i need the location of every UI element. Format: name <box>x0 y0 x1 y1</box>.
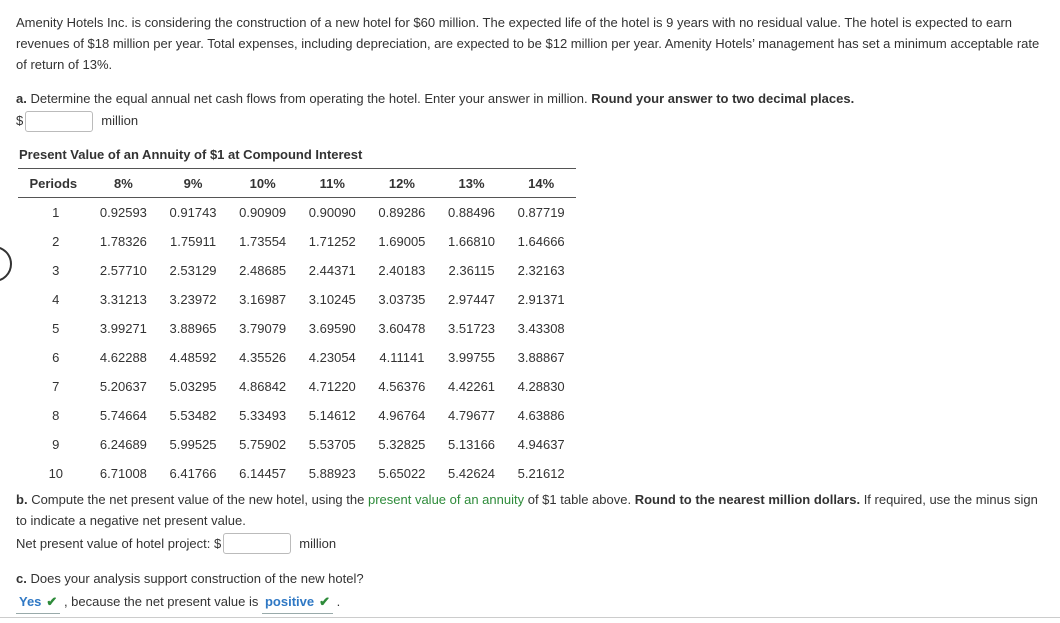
table-row <box>18 401 576 430</box>
pv-factor-cell: 6.14457 <box>239 466 287 481</box>
header-periods: Periods <box>29 175 78 191</box>
pv-factor-cell: 5.53705 <box>308 437 356 452</box>
pv-factor-cell: 2.91371 <box>517 292 565 307</box>
pv-factor-cell: 1.78326 <box>99 234 147 249</box>
pv-factor-cell: 5.14612 <box>308 408 356 423</box>
pv-factor-cell: 3.10245 <box>308 292 356 307</box>
pv-factor-cell: 1.73554 <box>239 234 287 249</box>
pv-factor-cell: 4.86842 <box>239 379 287 394</box>
table-row <box>18 285 576 314</box>
pv-factor-cell: 2.44371 <box>308 263 356 278</box>
pv-factor-cell: 5.32825 <box>378 437 426 452</box>
header-14pct: 14% <box>528 175 555 191</box>
pv-factor-cell: 4.23054 <box>308 350 356 365</box>
pv-factor-cell: 5.33493 <box>239 408 287 423</box>
period-cell: 10 <box>48 466 64 481</box>
part-a-letter: a. <box>16 91 27 106</box>
part-a-answer-row <box>16 109 1052 133</box>
part-a <box>16 89 1052 133</box>
period-cell: 1 <box>52 205 60 220</box>
support-dropdown-value: Yes <box>19 594 42 609</box>
table-row <box>18 198 576 228</box>
pv-factor-cell: 1.71252 <box>308 234 356 249</box>
pv-factor-cell: 3.79079 <box>239 321 287 336</box>
part-b <box>16 489 1052 555</box>
pv-factor-cell: 6.71008 <box>99 466 147 481</box>
table-header-row <box>18 169 576 198</box>
pv-factor-cell: 3.16987 <box>239 292 287 307</box>
part-b-letter: b. <box>16 492 28 507</box>
partial-circle-decoration <box>0 246 12 282</box>
table-row <box>18 256 576 285</box>
pv-factor-cell: 4.79677 <box>448 408 496 423</box>
support-dropdown[interactable] <box>16 591 60 614</box>
header-8pct: 8% <box>114 175 133 191</box>
table-row <box>18 314 576 343</box>
pv-factor-cell: 2.36115 <box>448 263 495 278</box>
pv-annuity-link[interactable]: present value of an annuity <box>367 492 525 507</box>
table-row <box>18 343 576 372</box>
pv-factor-cell: 0.92593 <box>99 205 147 220</box>
period-cell: 9 <box>52 437 60 452</box>
check-icon: ✔ <box>319 594 331 609</box>
npv-sign-dropdown-value: positive <box>264 594 315 609</box>
pv-factor-cell: 4.62288 <box>99 350 147 365</box>
check-icon: ✔ <box>46 594 58 609</box>
part-a-currency: $ <box>16 113 24 128</box>
pv-factor-cell: 0.87719 <box>517 205 565 220</box>
pv-factor-cell: 5.88923 <box>308 466 356 481</box>
pv-factor-cell: 4.71220 <box>308 379 356 394</box>
pv-factor-cell: 5.74664 <box>99 408 147 423</box>
part-c-letter: c. <box>16 571 27 586</box>
pv-factor-cell: 1.64666 <box>517 234 565 249</box>
part-c-answer-row <box>16 591 364 614</box>
pv-factor-cell: 0.89286 <box>378 205 426 220</box>
pv-factor-cell: 2.53129 <box>169 263 217 278</box>
period-cell: 7 <box>52 379 60 394</box>
table-row <box>18 227 576 256</box>
part-b-text3: If required, use the minus sign to indicate a negative net present value. <box>16 492 1038 528</box>
pv-factor-cell: 5.03295 <box>169 379 217 394</box>
pv-factor-cell: 4.48592 <box>169 350 217 365</box>
pv-factor-cell: 4.56376 <box>378 379 426 394</box>
pv-factor-cell: 3.51723 <box>448 321 496 336</box>
part-b-text2: of $1 table above. <box>527 492 632 507</box>
annuity-table <box>18 168 576 488</box>
pv-factor-cell: 6.24689 <box>99 437 147 452</box>
pv-factor-cell: 2.32163 <box>517 263 565 278</box>
period-cell: 3 <box>52 263 60 278</box>
part-c-middle: , because the net present value is <box>63 594 259 609</box>
pv-factor-cell: 3.88965 <box>169 321 217 336</box>
header-11pct: 11% <box>319 175 345 191</box>
pv-factor-cell: 2.48685 <box>239 263 287 278</box>
part-c <box>16 568 364 614</box>
pv-factor-cell: 3.43308 <box>517 321 565 336</box>
part-a-text: Determine the equal annual net cash flows from operating the hotel. Enter your answer in million. <box>30 91 588 106</box>
header-12pct: 12% <box>388 175 415 191</box>
period-cell: 8 <box>52 408 60 423</box>
period-cell: 6 <box>52 350 60 365</box>
part-c-end: . <box>336 594 341 609</box>
pv-factor-cell: 1.66810 <box>448 234 496 249</box>
pv-factor-cell: 4.35526 <box>239 350 287 365</box>
pv-factor-cell: 1.75911 <box>170 234 217 249</box>
part-a-unit: million <box>101 113 139 128</box>
bottom-divider <box>0 617 1060 618</box>
pv-factor-cell: 4.96764 <box>378 408 426 423</box>
table-row <box>18 459 576 488</box>
pv-factor-cell: 4.28830 <box>517 379 565 394</box>
annual-cash-flow-input[interactable] <box>25 111 93 132</box>
pv-factor-cell: 2.57710 <box>99 263 147 278</box>
part-b-text1: Compute the net present value of the new hotel, using the <box>31 492 365 507</box>
pv-factor-cell: 0.88496 <box>448 205 496 220</box>
pv-factor-cell: 5.21612 <box>517 466 565 481</box>
pv-factor-cell: 0.90909 <box>239 205 287 220</box>
pv-factor-cell: 2.40183 <box>378 263 426 278</box>
pv-factor-cell: 3.69590 <box>308 321 356 336</box>
table-row <box>18 430 576 459</box>
period-cell: 5 <box>52 321 60 336</box>
pv-factor-cell: 5.13166 <box>448 437 496 452</box>
pv-factor-cell: 3.03735 <box>378 292 426 307</box>
period-cell: 4 <box>52 292 60 307</box>
part-c-prompt <box>16 568 364 589</box>
pv-factor-cell: 3.60478 <box>378 321 426 336</box>
npv-input[interactable] <box>223 533 291 554</box>
pv-factor-cell: 2.97447 <box>448 292 496 307</box>
question-content <box>16 12 1052 488</box>
pv-factor-cell: 0.91743 <box>169 205 217 220</box>
pv-factor-cell: 5.65022 <box>378 466 426 481</box>
part-a-prompt <box>16 89 1052 109</box>
header-9pct: 9% <box>183 175 203 191</box>
part-b-rounding: Round to the nearest million dollars. <box>634 492 861 507</box>
part-c-text: Does your analysis support construction of the new hotel? <box>30 571 364 586</box>
pv-factor-cell: 4.94637 <box>517 437 565 452</box>
pv-factor-cell: 3.99755 <box>448 350 496 365</box>
pv-factor-cell: 3.23972 <box>169 292 217 307</box>
table-row <box>18 372 576 401</box>
pv-factor-cell: 5.20637 <box>99 379 147 394</box>
pv-factor-cell: 5.53482 <box>169 408 217 423</box>
pv-factor-cell: 0.90090 <box>308 205 356 220</box>
header-10pct: 10% <box>249 175 276 191</box>
part-b-prompt <box>16 489 1052 531</box>
period-cell: 2 <box>52 234 60 249</box>
problem-intro: Amenity Hotels Inc. is considering the construction of a new hotel for $60 million. The expected life of the hotel is 9 years with no residual value. The hotel is expected to earn revenues of $18 million per year. Total expenses, including depreciation, are expected to be $12 million per year. Amenity Hotels’ management has set a minimum acceptable rate of return of 13%. <box>16 15 1040 72</box>
npv-label: Net present value of hotel project: $ <box>16 535 222 551</box>
pv-factor-cell: 3.31213 <box>99 292 147 307</box>
npv-sign-dropdown[interactable] <box>262 591 333 614</box>
pv-factor-cell: 5.99525 <box>169 437 217 452</box>
header-13pct: 13% <box>458 175 485 191</box>
pv-factor-cell: 4.11141 <box>379 350 425 365</box>
pv-factor-cell: 3.88867 <box>517 350 565 365</box>
table-title: Present Value of an Annuity of $1 at Compound Interest <box>19 147 363 162</box>
part-b-answer-row <box>16 531 1052 555</box>
pv-factor-cell: 3.99271 <box>99 321 147 336</box>
part-a-rounding: Round your answer to two decimal places. <box>591 91 855 106</box>
pv-factor-cell: 1.69005 <box>378 234 426 249</box>
pv-factor-cell: 4.63886 <box>517 408 565 423</box>
part-b-unit: million <box>299 535 337 551</box>
pv-factor-cell: 5.75902 <box>239 437 287 452</box>
pv-factor-cell: 5.42624 <box>448 466 496 481</box>
pv-factor-cell: 4.42261 <box>448 379 496 394</box>
pv-factor-cell: 6.41766 <box>169 466 217 481</box>
